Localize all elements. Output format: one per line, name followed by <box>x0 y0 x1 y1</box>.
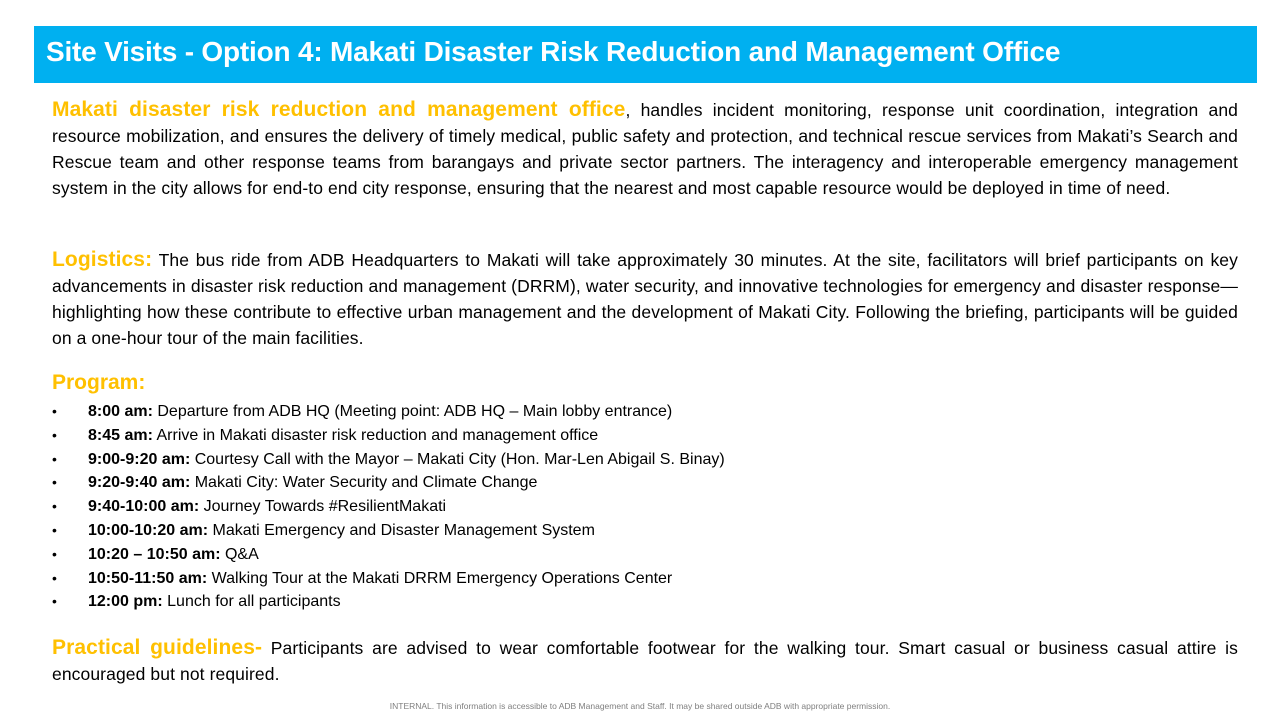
program-item-text <box>88 567 672 591</box>
guidelines-lead: Practical guidelines- <box>52 636 263 659</box>
footer-classification: INTERNAL. This information is accessible to ADB Management and Staff. It may be shared outside ADB with appropriate permission. <box>389 701 891 711</box>
program-item-desc: Arrive in Makati disaster risk reduction and management office <box>152 426 599 444</box>
intro-paragraph <box>52 97 1238 201</box>
bullet-icon: • <box>52 426 57 443</box>
program-item-desc: Makati City: Water Security and Climate Change <box>190 474 538 492</box>
title-bar <box>34 26 1257 83</box>
bullet-icon: • <box>52 474 57 491</box>
bullet-icon: • <box>52 545 57 562</box>
program-item-text <box>88 448 725 472</box>
program-item-time: 8:45 am: <box>88 426 153 444</box>
program-item-text <box>88 519 595 543</box>
program-item-time: 8:00 am: <box>88 403 153 420</box>
program-item-desc: Makati Emergency and Disaster Management System <box>208 521 595 539</box>
program-item-time: 10:20 – 10:50 am: <box>88 545 221 563</box>
program-item-time: 9:00-9:20 am: <box>88 450 191 468</box>
bullet-icon: • <box>52 569 57 586</box>
intro-lead: Makati disaster risk reduction and management office <box>52 98 626 121</box>
bullet-icon: • <box>52 593 57 610</box>
program-item-time: 10:50-11:50 am: <box>88 569 208 587</box>
program-item-desc: Departure from ADB HQ (Meeting point: ADB HQ – Main lobby entrance) <box>152 403 673 420</box>
intro-body: , handles incident monitoring, response unit coordination, integration and resource mobilization, and ensures the delivery of timely medical, public safety and protection, and technical rescue services from Makati’s Search and Rescue team and other response teams from barangays and private sector partners. The interagency and interoperable emergency management system in the city allows for end-to end city response, ensuring that the nearest and most capable resource would be deployed in time of need. <box>52 100 1238 198</box>
program-item-time: 12:00 pm: <box>88 593 163 611</box>
logistics-lead: Logistics: <box>52 248 153 271</box>
program-item-text <box>88 471 537 495</box>
program-heading: Program: <box>52 371 146 394</box>
guidelines-paragraph <box>52 635 1238 687</box>
logistics-body: The bus ride from ADB Headquarters to Makati will take approximately 30 minutes. At the site, facilitators will brief participants on key advancements in disaster risk reduction and management (DRRM), water security, and innovative technologies for emergency and disaster response—highlighting how these contribute to effective urban management and the development of Makati City. Following the briefing, participants will be guided on a one-hour tour of the main facilities. <box>52 250 1238 348</box>
program-item-text <box>88 400 672 424</box>
program-item-text <box>88 543 259 567</box>
bullet-icon: • <box>52 521 57 538</box>
program-item-time: 10:00-10:20 am: <box>88 521 209 539</box>
guidelines-body: Participants are advised to wear comfortable footwear for the walking tour. Smart casual or business casual attire is encouraged but not required. <box>52 638 1238 684</box>
program-item-desc: Walking Tour at the Makati DRRM Emergency Operations Center <box>207 569 673 587</box>
bullet-icon: • <box>52 498 57 515</box>
program-item-text <box>88 590 341 614</box>
program-item-desc: Q&A <box>220 545 259 563</box>
program-item-desc: Journey Towards #ResilientMakati <box>199 498 447 516</box>
program-item-desc: Lunch for all participants <box>162 593 341 611</box>
program-item-text <box>88 424 598 448</box>
program-item-desc: Courtesy Call with the Mayor – Makati City (Hon. Mar-Len Abigail S. Binay) <box>190 450 725 468</box>
bullet-icon: • <box>52 403 57 419</box>
program-item-text <box>88 495 446 519</box>
program-item-time: 9:20-9:40 am: <box>88 474 191 492</box>
program-item-time: 9:40-10:00 am: <box>88 498 200 516</box>
logistics-paragraph <box>52 247 1238 351</box>
bullet-icon: • <box>52 450 57 467</box>
slide-title: Site Visits - Option 4: Makati Disaster Risk Reduction and Management Office <box>46 36 1061 67</box>
